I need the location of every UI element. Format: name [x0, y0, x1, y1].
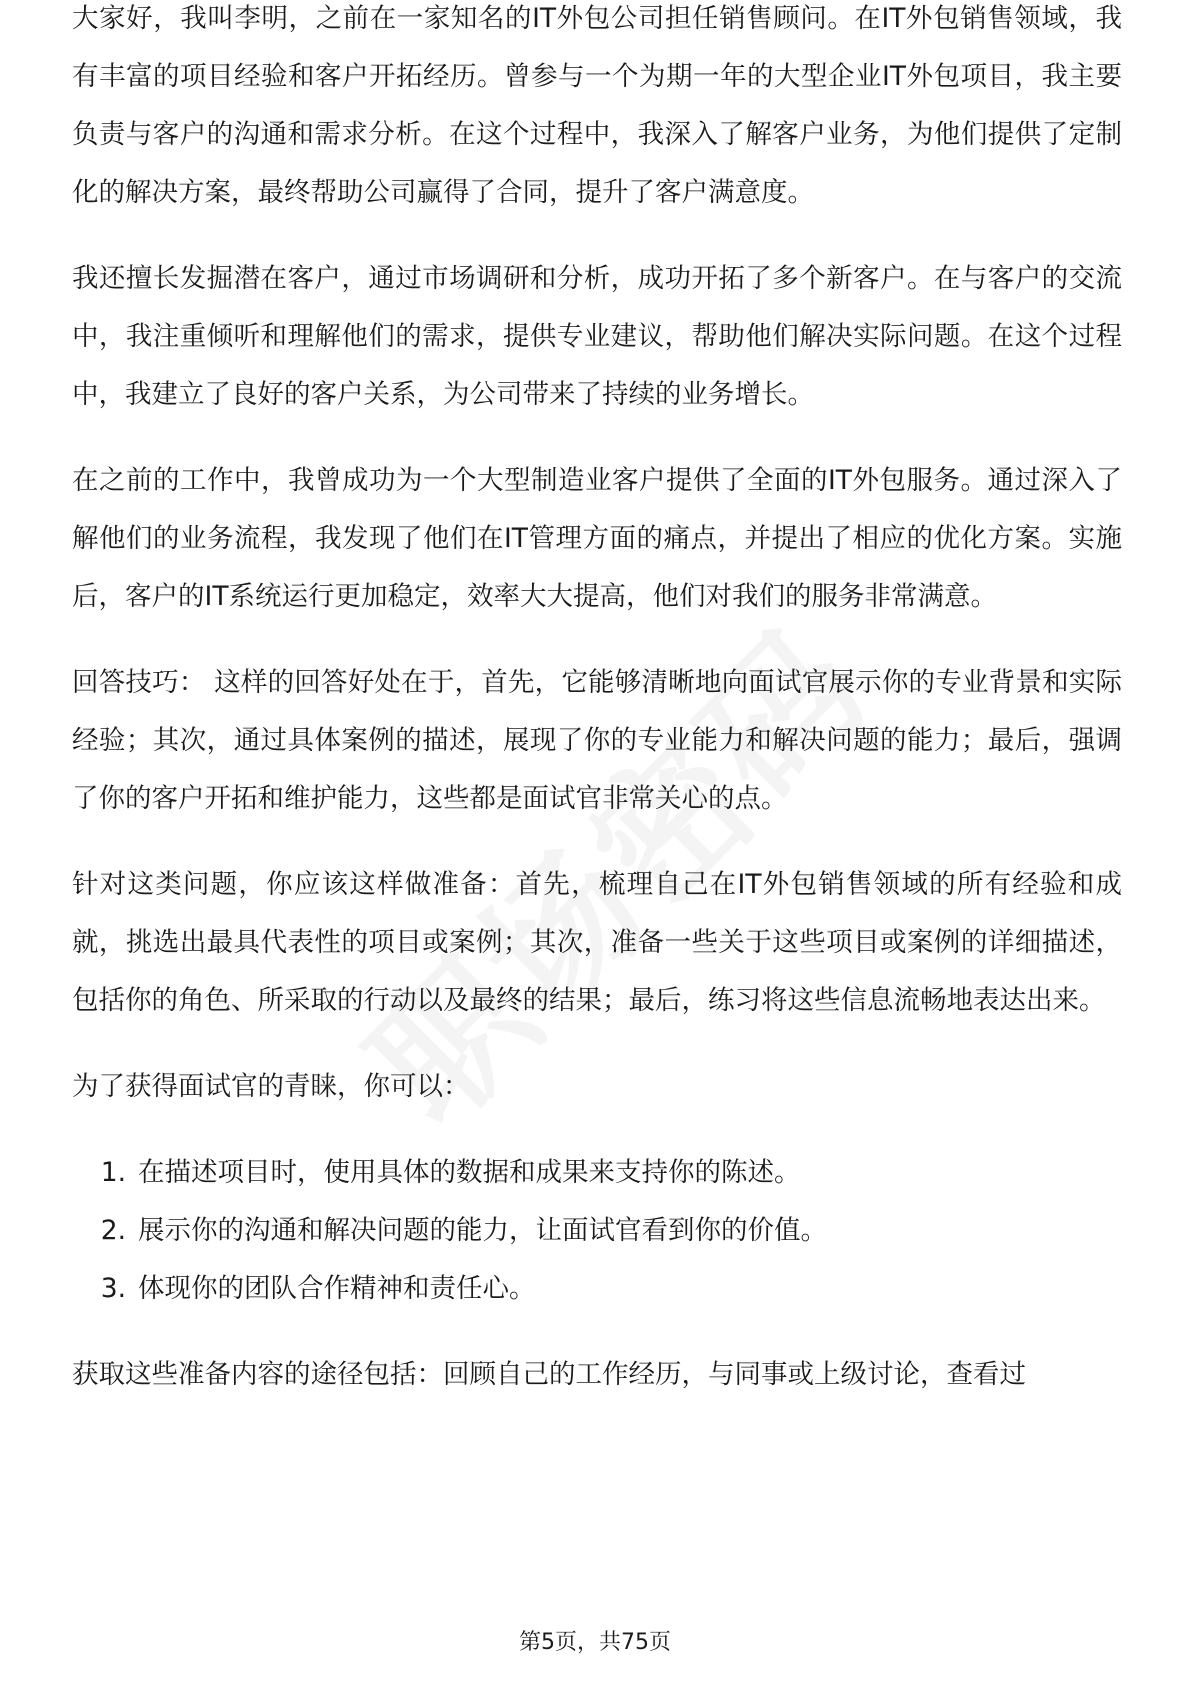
paragraph-answer-tips: 回答技巧： 这样的回答好处在于，首先，它能够清晰地向面试官展示你的专业背景和实际经验；其次，通过具体案例的描述，展现了你的专业能力和解决问题的能力；最后，强调了你的客户开拓和维护能力，这些都是面试官非常关心的点。	[72, 667, 1122, 814]
paragraph-preparation: 针对这类问题，你应该这样做准备：首先，梳理自己在IT外包销售领域的所有经验和成就，挑选出最具代表性的项目或案例；其次，准备一些关于这些项目或案例的详细描述，包括你的角色、所采取的行动以及最终的结果；最后，练习将这些信息流畅地表达出来。	[72, 869, 1122, 1016]
paragraph-sources: 获取这些准备内容的途径包括：回顾自己的工作经历，与同事或上级讨论，查看过	[72, 1359, 1026, 1390]
document-body	[72, 3, 1122, 1432]
paragraph-case-study: 在之前的工作中，我曾成功为一个大型制造业客户提供了全面的IT外包服务。通过深入了解他们的业务流程，我发现了他们在IT管理方面的痛点，并提出了相应的优化方案。实施后，客户的IT系统运行更加稳定，效率大大提高，他们对我们的服务非常满意。	[72, 465, 1122, 612]
list-item	[72, 1144, 1122, 1202]
paragraph-intro: 大家好，我叫李明，之前在一家知名的IT外包公司担任销售顾问。在IT外包销售领域，我有丰富的项目经验和客户开拓经历。曾参与一个为期一年的大型企业IT外包项目，我主要负责与客户的沟通和需求分析。在这个过程中，我深入了解客户业务，为他们提供了定制化的解决方案，最终帮助公司赢得了合同，提升了客户满意度。	[72, 3, 1122, 208]
list-item	[72, 1260, 1122, 1318]
list-item-text: 在描述项目时，使用具体的数据和成果来支持你的陈述。	[138, 1157, 801, 1188]
list-item-number: 1.	[100, 1157, 126, 1188]
list-item-text: 展示你的沟通和解决问题的能力，让面试官看到你的价值。	[138, 1215, 827, 1246]
tips-list	[72, 1144, 1122, 1318]
list-item	[72, 1202, 1122, 1260]
list-item-text: 体现你的团队合作精神和责任心。	[138, 1273, 536, 1304]
paragraph-client-development: 我还擅长发掘潜在客户，通过市场调研和分析，成功开拓了多个新客户。在与客户的交流中，我注重倾听和理解他们的需求，提供专业建议，帮助他们解决实际问题。在这个过程中，我建立了良好的客户关系，为公司带来了持续的业务增长。	[72, 263, 1122, 410]
page-number: 第5页，共75页	[519, 1630, 671, 1655]
list-item-number: 2.	[100, 1215, 126, 1246]
paragraph-list-intro: 为了获得面试官的青睐，你可以：	[72, 1071, 470, 1102]
list-item-number: 3.	[100, 1273, 126, 1304]
